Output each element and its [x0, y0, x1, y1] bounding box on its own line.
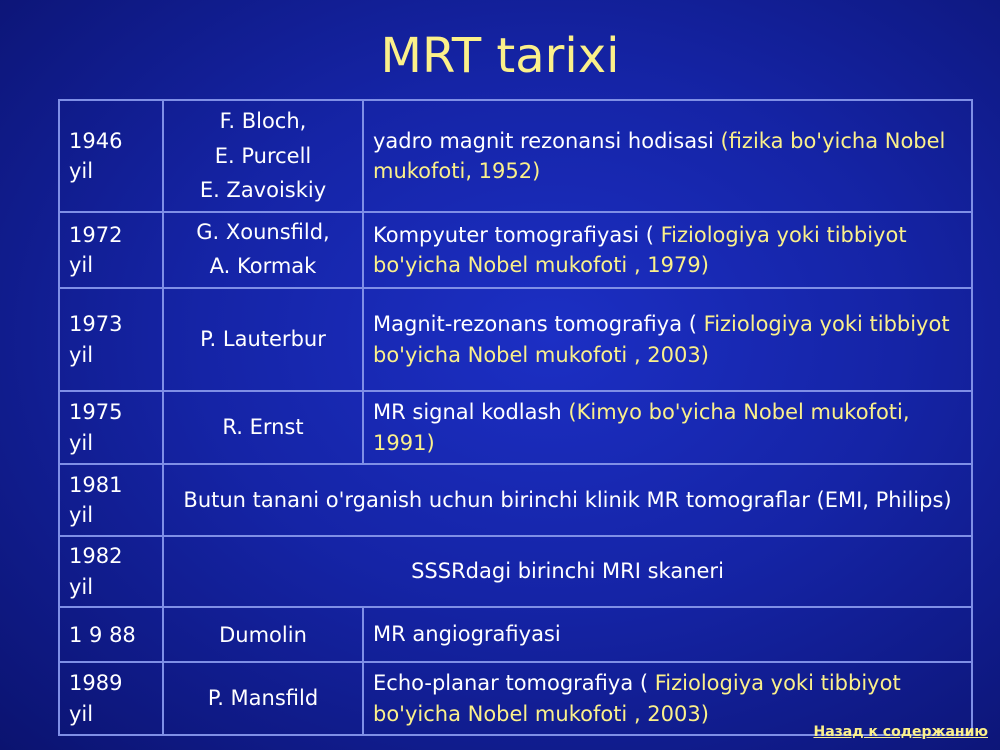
table-row [59, 212, 972, 288]
description-cell: yadro magnit rezonansi hodisasi (fizika bo'yicha Nobel mukofoti, 1952) [363, 100, 972, 212]
year-cell: 1989 yil [59, 662, 163, 735]
year-cell: 1 9 88 [59, 607, 163, 662]
names-cell: G. Xounsfild, A. Kormak [163, 212, 363, 288]
names-cell: P. Lauterbur [163, 288, 363, 391]
description-cell: MR angiografiyasi [363, 607, 972, 662]
description-cell: MR signal kodlash (Kimyo bo'yicha Nobel mukofoti, 1991) [363, 391, 972, 464]
table-row [59, 391, 972, 464]
event-cell: Butun tanani o'rganish uchun birinchi klinik MR tomograflar (EMI, Philips) [163, 464, 972, 536]
names-cell: F. Bloch, E. Purcell E. Zavoiskiy [163, 100, 363, 212]
names-cell: P. Mansfild [163, 662, 363, 735]
names-cell: R. Ernst [163, 391, 363, 464]
back-to-contents-link[interactable]: Назад к содержанию [813, 724, 988, 740]
event-cell: SSSRdagi birinchi MRI skaneri [163, 536, 972, 607]
year-cell: 1946 yil [59, 100, 163, 212]
description-cell: Echo-planar tomografiya ( Fiziologiya yoki tibbiyot bo'yicha Nobel mukofoti , 2003) [363, 662, 972, 735]
year-cell: 1982 yil [59, 536, 163, 607]
names-cell: Dumolin [163, 607, 363, 662]
history-table [58, 99, 973, 736]
year-cell: 1975 yil [59, 391, 163, 464]
page-title: MRT tarixi [380, 28, 620, 84]
table-row [59, 100, 972, 212]
year-cell: 1972 yil [59, 212, 163, 288]
description-cell: Magnit-rezonans tomografiya ( Fiziologiya yoki tibbiyot bo'yicha Nobel mukofoti , 2003) [363, 288, 972, 391]
description-cell: Kompyuter tomografiyasi ( Fiziologiya yoki tibbiyot bo'yicha Nobel mukofoti , 1979) [363, 212, 972, 288]
table-row [59, 464, 972, 536]
table-row [59, 288, 972, 391]
year-cell: 1981 yil [59, 464, 163, 536]
year-cell: 1973 yil [59, 288, 163, 391]
table-row [59, 607, 972, 662]
table-row [59, 536, 972, 607]
